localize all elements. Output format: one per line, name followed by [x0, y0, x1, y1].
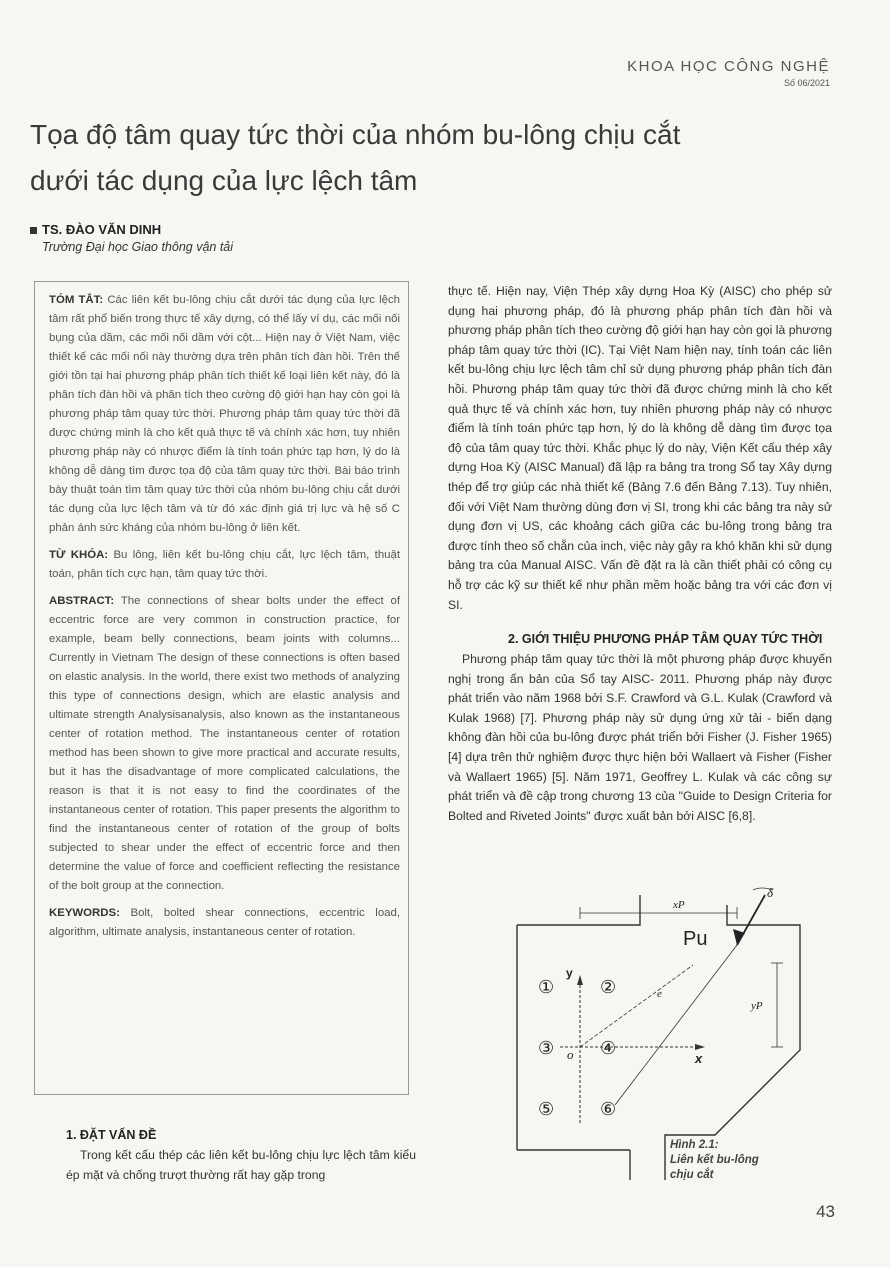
keywords-label: KEYWORDS:	[49, 907, 120, 919]
caption-line-1: Hình 2.1:	[670, 1139, 719, 1151]
tomtat-paragraph	[49, 291, 400, 538]
section-label: KHOA HỌC CÔNG NGHỆ	[627, 58, 830, 75]
tukhoa-paragraph	[49, 546, 400, 584]
caption-line-3: chịu cắt	[670, 1169, 714, 1181]
tukhoa-text: Bu lông, liên kết bu-lông chịu cắt, lực lệch tâm, thuật toán, phân tích cực hạn, tâm quay tức thời.	[49, 549, 400, 580]
author-affiliation: Trường Đại học Giao thông vận tải	[42, 240, 234, 254]
xp-label: xP	[673, 899, 685, 911]
article-title	[30, 112, 830, 204]
bolt-3: ③	[538, 1038, 555, 1059]
section-1-heading: 1. ĐẶT VẤN ĐỀ	[66, 1128, 157, 1142]
delta-label: δ	[767, 885, 774, 900]
abstract-box	[34, 281, 409, 1095]
issue-number: Số 06/2021	[783, 78, 830, 88]
load-line	[615, 945, 737, 1105]
bullet-square-icon	[30, 227, 37, 234]
author	[30, 222, 161, 237]
section-2-paragraph: Phương pháp tâm quay tức thời là một phương pháp được khuyến nghị trong ấn bản của Sổ tay AISC- 2011. Phương pháp này được phát triển vào năm 1968 bởi S.F. Crawford và G.L. Kulak (Crawford và Kulak 1968) [7]. Phương pháp này sử dụng ứng xử tải - biến dạng không đàn hồi của bu-lông được phát triển bởi Fisher (J. Fisher 1965) [4] dựa trên thử nghiệm được thực hiện bởi Wallaert và Fisher (Fisher và Wallaert 1965) [5]. Năm 1971, Geoffrey L. Kulak và các công sự phát triển và đề cập trong chương 13 của "Guide to Design Criteria for Bolted and Riveted Joints" được xuất bản bởi AISC [6,8].	[448, 652, 832, 823]
abstract-text: The connections of shear bolts under the effect of eccentric force are very common in construction practice, for example, beam belly connections, beam joints with columns... Currently in Vietnam The design of these connections is often based on elastic analysis. In the world, there exist two methods of analyzing this type of connections design, which are elastic analysis and ultimate strength Analysisanalysis, also known as the instantaneous center of rotation method. The instantaneous center of rotation method has been shown to give more practical and accurate results, but it has the disadvantage of more complicated calculations, the reason is that it is not easy to find the coordinates of the instantaneous center of rotation. This paper presents the algorithm to find the instantaneous center of rotation of the group of bolts subjected to shear under the effect of eccentric force and then determine the value of force and coefficient reflecting the resistance of the bolt group at the connection.	[49, 595, 400, 892]
keywords-text: Bolt, bolted shear connections, eccentric load, algorithm, ultimate analysis, instantaneous center of rotation.	[49, 907, 400, 938]
page-header	[627, 58, 830, 88]
tomtat-text: Các liên kết bu-lông chịu cắt dưới tác dụng của lực lệch tâm rất phổ biến trong thực tế xây dựng, có thể lấy ví dụ, các mối nối bụng của dầm, các mối nối dầm với cột... Hiện nay ở Việt Nam, việc thiết kế các mối nối này thường dựa trên phân tích đàn hồi. Trên thế giới tồn tại hai phương pháp phân tích thiết kế loại liên kết này, đó là phân tích đàn hồi và phân tích theo cường độ giới hạn hay còn gọi là phương pháp tâm quay tức thời. Phương pháp tâm quay tức thời đã được chứng minh là cho kết quả thực tế và chính xác hơn, tuy nhiên phương pháp này có nhược điểm là tính toán phức tạp hơn, lý do là không dễ dàng tìm được tọa độ của tâm quay tức thời. Bài báo trình bày thuật toán tìm tâm quay tức thời của nhóm bu-lông chịu cắt dưới tác dụng của lực lệch tâm và từ đó xác định giá trị lực và hệ số C phản ánh sức kháng của nhóm bu-lông ở liên kết.	[49, 294, 400, 534]
section-2-heading: 2. GIỚI THIỆU PHƯƠNG PHÁP TÂM QUAY TỨC THỜI	[508, 632, 823, 647]
pu-label: Pu	[683, 928, 708, 950]
y-arrowhead	[577, 975, 583, 985]
caption-line-2: Liên kết bu-lông	[670, 1154, 759, 1166]
bolt-4: ④	[600, 1038, 617, 1059]
tukhoa-label: TỪ KHÓA:	[49, 549, 109, 561]
author-name: TS. ĐÀO VĂN DINH	[42, 222, 162, 237]
y-axis-label: y	[566, 966, 573, 980]
xp-dimension	[580, 907, 737, 919]
bolt-connection-figure	[505, 885, 805, 1185]
keywords-paragraph	[49, 904, 400, 942]
section-1	[66, 1128, 416, 1185]
intro-continued-paragraph: thực tế. Hiện nay, Viện Thép xây dựng Hoa Kỳ (AISC) cho phép sử dụng hai phương pháp, đó là phương pháp phân tích đàn hồi và phương pháp phân tích theo cường độ giới hạn hay còn gọi là phương pháp tâm quay tức thời (IC). Tại Việt Nam hiện nay, tính toán các liên kết bu-lông chịu lực lệch tâm chỉ sử dụng phương pháp phân tích đàn hồi. Phương pháp tâm quay tức thời đã được chứng minh là cho kết quả thực tế và chính xác hơn, tuy nhiên phương pháp này có nhược điểm là tính toán phức tạp hơn, lý do là không dễ dàng tìm được tọa độ của tâm quay tức thời. Khắc phục lý do này, Viện Kết cấu thép xây dựng Hoa Kỳ (AISC Manual) đã lập ra bảng tra trong Sổ tay Xây dựng thép để trợ giúp các nhà thiết kế (Bảng 7.6 đến Bảng 7.13). Tuy nhiên, đối với Việt Nam thường dùng đơn vị SI, trong khi các bảng tra này sử dụng đơn vị US, các khoảng cách giữa các bu-lông trong bảng tra được tính theo số chẵn của inch, việc này gây ra khó khăn khi sử dụng bảng tra của Manual AISC. Vấn đề đặt ra là cần thiết phải có công cụ hỗ trợ các kỹ sư thiết kế như phần mềm hoặc bảng tra với các đơn vị SI.	[448, 284, 832, 612]
abstract-label: ABSTRACT:	[49, 595, 115, 607]
x-arrowhead	[695, 1044, 705, 1050]
title-line-1: Tọa độ tâm quay tức thời của nhóm bu-lông chịu cắt	[30, 119, 681, 150]
bolt-6: ⑥	[600, 1099, 617, 1120]
e-label: e	[657, 988, 662, 1000]
bolt-1: ①	[538, 977, 555, 998]
abstract-paragraph	[49, 592, 400, 896]
bolt-5: ⑤	[538, 1099, 555, 1120]
eccentricity-line	[580, 965, 693, 1047]
yp-label: yP	[751, 1000, 763, 1012]
title-line-2: dưới tác dụng của lực lệch tâm	[30, 165, 418, 196]
bolt-2: ②	[600, 977, 617, 998]
right-column	[448, 282, 832, 826]
x-axis-label: x	[695, 1051, 703, 1066]
origin-label: o	[567, 1047, 574, 1062]
yp-dimension	[771, 963, 783, 1047]
section-1-text: Trong kết cấu thép các liên kết bu-lông chịu lực lệch tâm kiểu ép mặt và chống trượt thường rất hay gặp trong	[66, 1148, 416, 1182]
page-number: 43	[816, 1202, 835, 1221]
tomtat-label: TÓM TẮT:	[49, 294, 104, 306]
figure-caption	[670, 1138, 759, 1183]
